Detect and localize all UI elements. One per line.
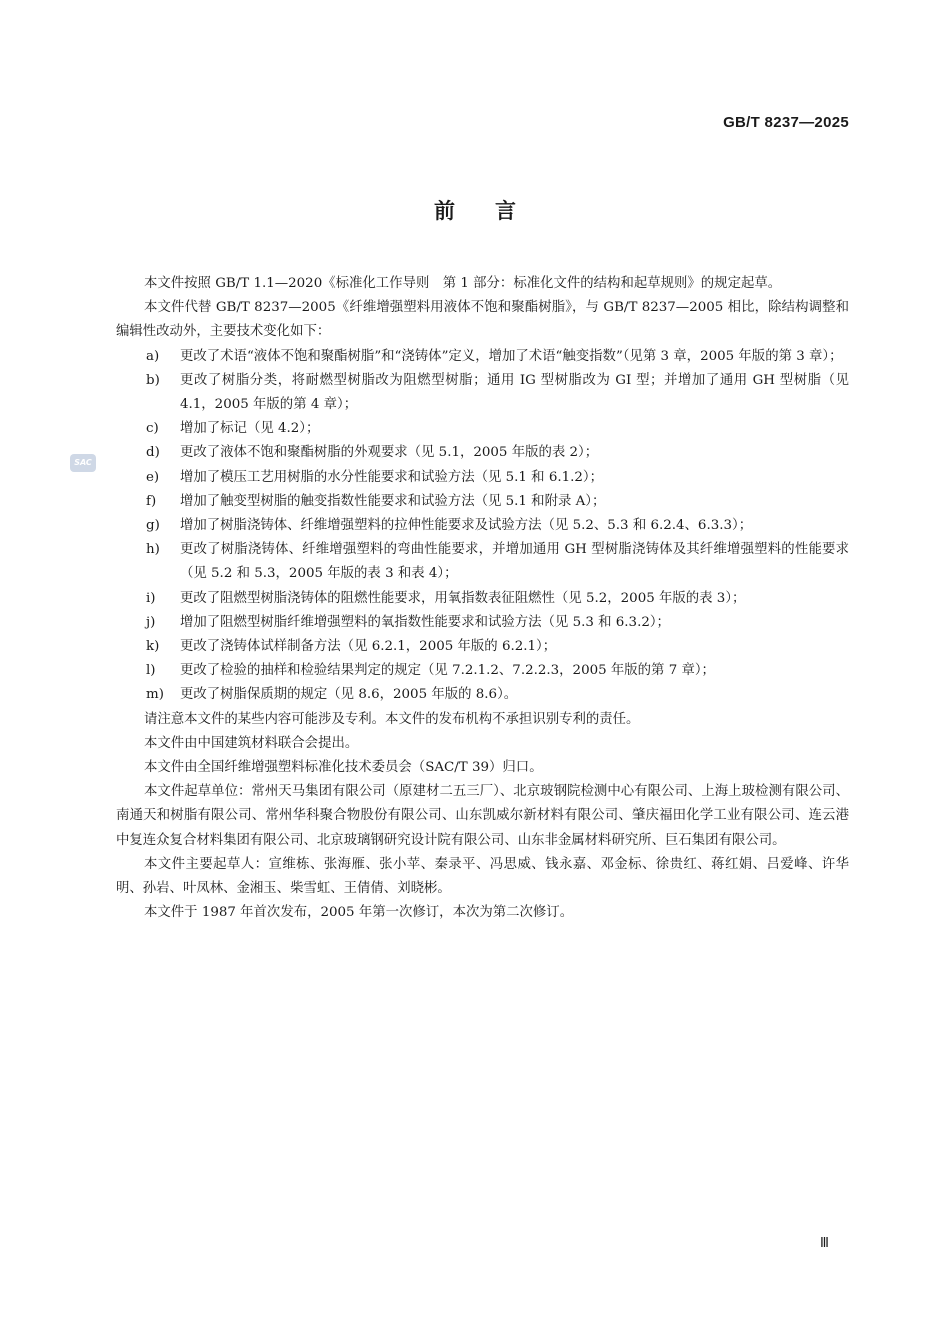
list-item-text: 更改了树脂保质期的规定（见 8.6，2005 年版的 8.6）。 (180, 687, 518, 703)
paragraph: 本文件由全国纤维增强塑料标准化技术委员会（SAC/T 39）归口。 (144, 760, 543, 776)
paragraph: 本文件代替 GB/T 8237—2005《纤维增强塑料用液体不饱和聚酯树脂》，与 GB/T 8237—2005 相比，除结构调整和编辑性改动外，主要技术变化如下： (116, 300, 849, 340)
paragraph: 本文件由中国建筑材料联合会提出。 (144, 735, 359, 751)
document-body (116, 272, 849, 925)
list-item (116, 611, 849, 635)
list-marker: i) (146, 590, 156, 606)
list-marker: g) (146, 518, 160, 534)
list-marker: d) (146, 445, 160, 461)
list-item (116, 635, 849, 659)
list-item (116, 441, 849, 465)
list-marker: b) (146, 372, 160, 388)
page-number: Ⅲ (820, 1236, 829, 1251)
paragraph: 本文件主要起草人：宣维栋、张海雁、张小苹、秦录平、冯思威、钱永嘉、邓金标、徐贵红、蒋红娟、吕爱峰、许华明、孙岩、叶凤林、金湘玉、柴雪虹、王倩倩、刘晓彬。 (116, 856, 849, 897)
paragraph: 本文件于 1987 年首次发布，2005 年第一次修订，本次为第二次修订。 (144, 905, 574, 921)
list-marker: e) (146, 469, 160, 485)
list-item-text: 更改了阻燃型树脂浇铸体的阻燃性能要求，用氧指数表征阻燃性（见 5.2，2005 年版的表 3）； (180, 590, 746, 606)
list-item (116, 538, 849, 586)
list-marker: f) (146, 493, 157, 509)
standard-code: GB/T 8237—2025 (723, 114, 849, 131)
page-title: 前言 (434, 198, 556, 223)
list-marker: j) (146, 614, 156, 630)
list-item (116, 587, 849, 611)
list-item (116, 683, 849, 707)
list-item-text: 更改了液体不饱和聚酯树脂的外观要求（见 5.1，2005 年版的表 2）； (180, 445, 599, 461)
paragraph: 本文件起草单位：常州天马集团有限公司（原建材二五三厂）、北京玻钢院检测中心有限公司、上海上玻检测有限公司、南通天和树脂有限公司、常州华科聚合物股份有限公司、山东凯威尔新材料有限公司、肇庆福田化学工业有限公司、连云港中复连众复合材料集团有限公司、北京玻璃钢研究设计院有限公司、山东非金属材料研究所、巨石集团有限公司。 (116, 784, 849, 848)
paragraph: 本文件按照 GB/T 1.1—2020《标准化工作导则 第 1 部分：标准化文件的结构和起草规则》的规定起草。 (144, 276, 782, 291)
list-marker: h) (146, 542, 160, 558)
list-item-text: 更改了树脂浇铸体、纤维增强塑料的弯曲性能要求，并增加通用 GH 型树脂浇铸体及其纤维增强塑料的性能要求（见 5.2 和 5.3，2005 年版的表 3 和表 4）； (180, 542, 849, 582)
list-marker: c) (146, 421, 159, 437)
paragraph: 请注意本文件的某些内容可能涉及专利。本文件的发布机构不承担识别专利的责任。 (144, 711, 640, 727)
change-list (116, 345, 849, 708)
sac-watermark-logo: SAC (70, 454, 96, 472)
list-item-text: 更改了术语“液体不饱和聚酯树脂”和“浇铸体”定义，增加了术语“触变指数”（见第 3 章，2005 年版的第 3 章）； (180, 348, 843, 364)
list-item-text: 更改了树脂分类，将耐燃型树脂改为阻燃型树脂；通用 IG 型树脂改为 GI 型；并增加了通用 GH 型树脂（见 4.1，2005 年版的第 4 章）； (180, 372, 849, 413)
list-marker: l) (146, 663, 156, 679)
list-item-text: 增加了标记（见 4.2）； (180, 421, 320, 437)
list-item (116, 369, 849, 417)
list-item (116, 466, 849, 490)
list-item-text: 增加了阻燃型树脂纤维增强塑料的氧指数性能要求和试验方法（见 5.3 和 6.3.2）； (180, 614, 670, 630)
list-marker: k) (146, 639, 160, 655)
list-item (116, 417, 849, 441)
list-item-text: 更改了浇铸体试样制备方法（见 6.2.1，2005 年版的 6.2.1）； (180, 639, 557, 655)
list-item-text: 增加了模压工艺用树脂的水分性能要求和试验方法（见 5.1 和 6.1.2）； (180, 469, 603, 485)
list-marker: m) (146, 687, 164, 703)
list-item-text: 增加了树脂浇铸体、纤维增强塑料的拉伸性能要求及试验方法（见 5.2、5.3 和 6.2.4、6.3.3）； (180, 518, 753, 534)
list-item (116, 659, 849, 683)
list-item-text: 增加了触变型树脂的触变指数性能要求和试验方法（见 5.1 和附录 A）； (180, 493, 606, 509)
list-item (116, 345, 849, 369)
list-item (116, 514, 849, 538)
list-marker: a) (146, 348, 160, 364)
list-item (116, 490, 849, 514)
list-item-text: 更改了检验的抽样和检验结果判定的规定（见 7.2.1.2、7.2.2.3，2005 年版的第 7 章）； (180, 663, 715, 679)
